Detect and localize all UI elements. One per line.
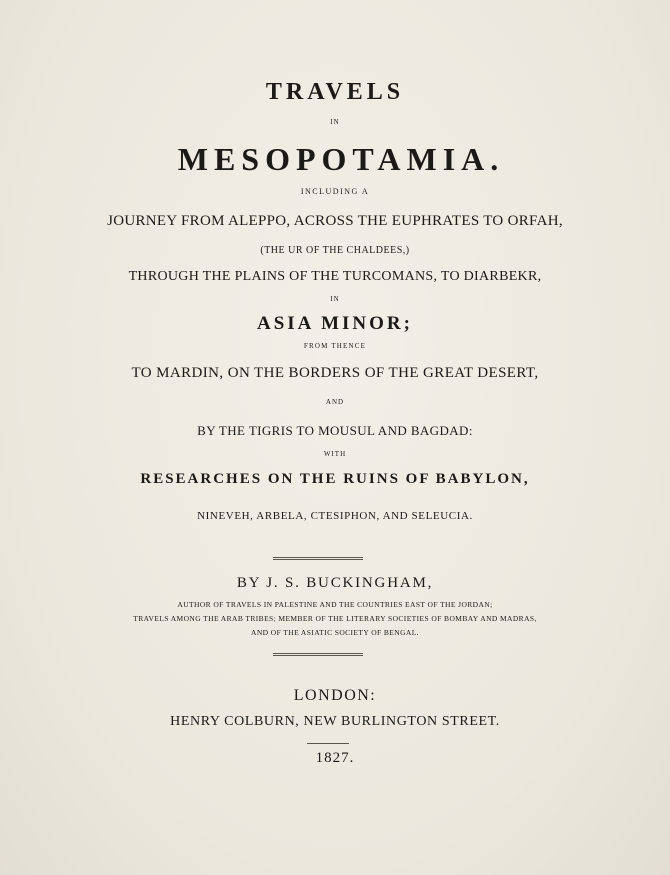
- upper-divider: [273, 557, 363, 560]
- year-rule: [307, 743, 349, 744]
- plains-line: THROUGH THE PLAINS OF THE TURCOMANS, TO DIARBEKR,: [128, 269, 542, 284]
- author-credit-line-2: TRAVELS AMONG THE ARAB TRIBES; MEMBER OF THE LITERARY SOCIETIES OF BOMBAY AND MADRAS,: [133, 614, 537, 623]
- author-credit-line-3: AND OF THE ASIATIC SOCIETY OF BENGAL.: [251, 628, 419, 637]
- and-connector: AND: [325, 398, 345, 406]
- imprint-publisher: HENRY COLBURN, NEW BURLINGTON STREET.: [170, 714, 500, 729]
- author-name: BY J. S. BUCKINGHAM,: [236, 575, 434, 591]
- asia-minor-heading: ASIA MINOR;: [257, 313, 413, 334]
- title-mesopotamia: MESOPOTAMIA.: [177, 141, 505, 177]
- connector-in: IN: [330, 118, 340, 126]
- author-credit-line-1: AUTHOR OF TRAVELS IN PALESTINE AND THE COUNTRIES EAST OF THE JORDAN;: [177, 600, 493, 609]
- lower-divider: [273, 653, 363, 656]
- with-connector: WITH: [323, 450, 347, 458]
- in-connector-2: IN: [330, 295, 340, 303]
- journey-line: JOURNEY FROM ALEPPO, ACROSS THE EUPHRATES TO ORFAH,: [107, 213, 563, 229]
- mardin-line: TO MARDIN, ON THE BORDERS OF THE GREAT DESERT,: [131, 365, 539, 381]
- title-travels: TRAVELS: [265, 79, 405, 105]
- imprint-city: LONDON:: [293, 687, 377, 704]
- ur-line: (THE UR OF THE CHALDEES,): [260, 245, 410, 256]
- tigris-line: BY THE TIGRIS TO MOUSUL AND BAGDAD:: [197, 423, 473, 438]
- cities-line: NINEVEH, ARBELA, CTESIPHON, AND SELEUCIA.: [197, 510, 473, 522]
- from-thence-text: FROM THENCE: [303, 342, 367, 350]
- imprint-year: 1827.: [315, 750, 355, 766]
- researches-heading: RESEARCHES ON THE RUINS OF BABYLON,: [140, 471, 530, 487]
- including-text: INCLUDING A: [300, 187, 370, 196]
